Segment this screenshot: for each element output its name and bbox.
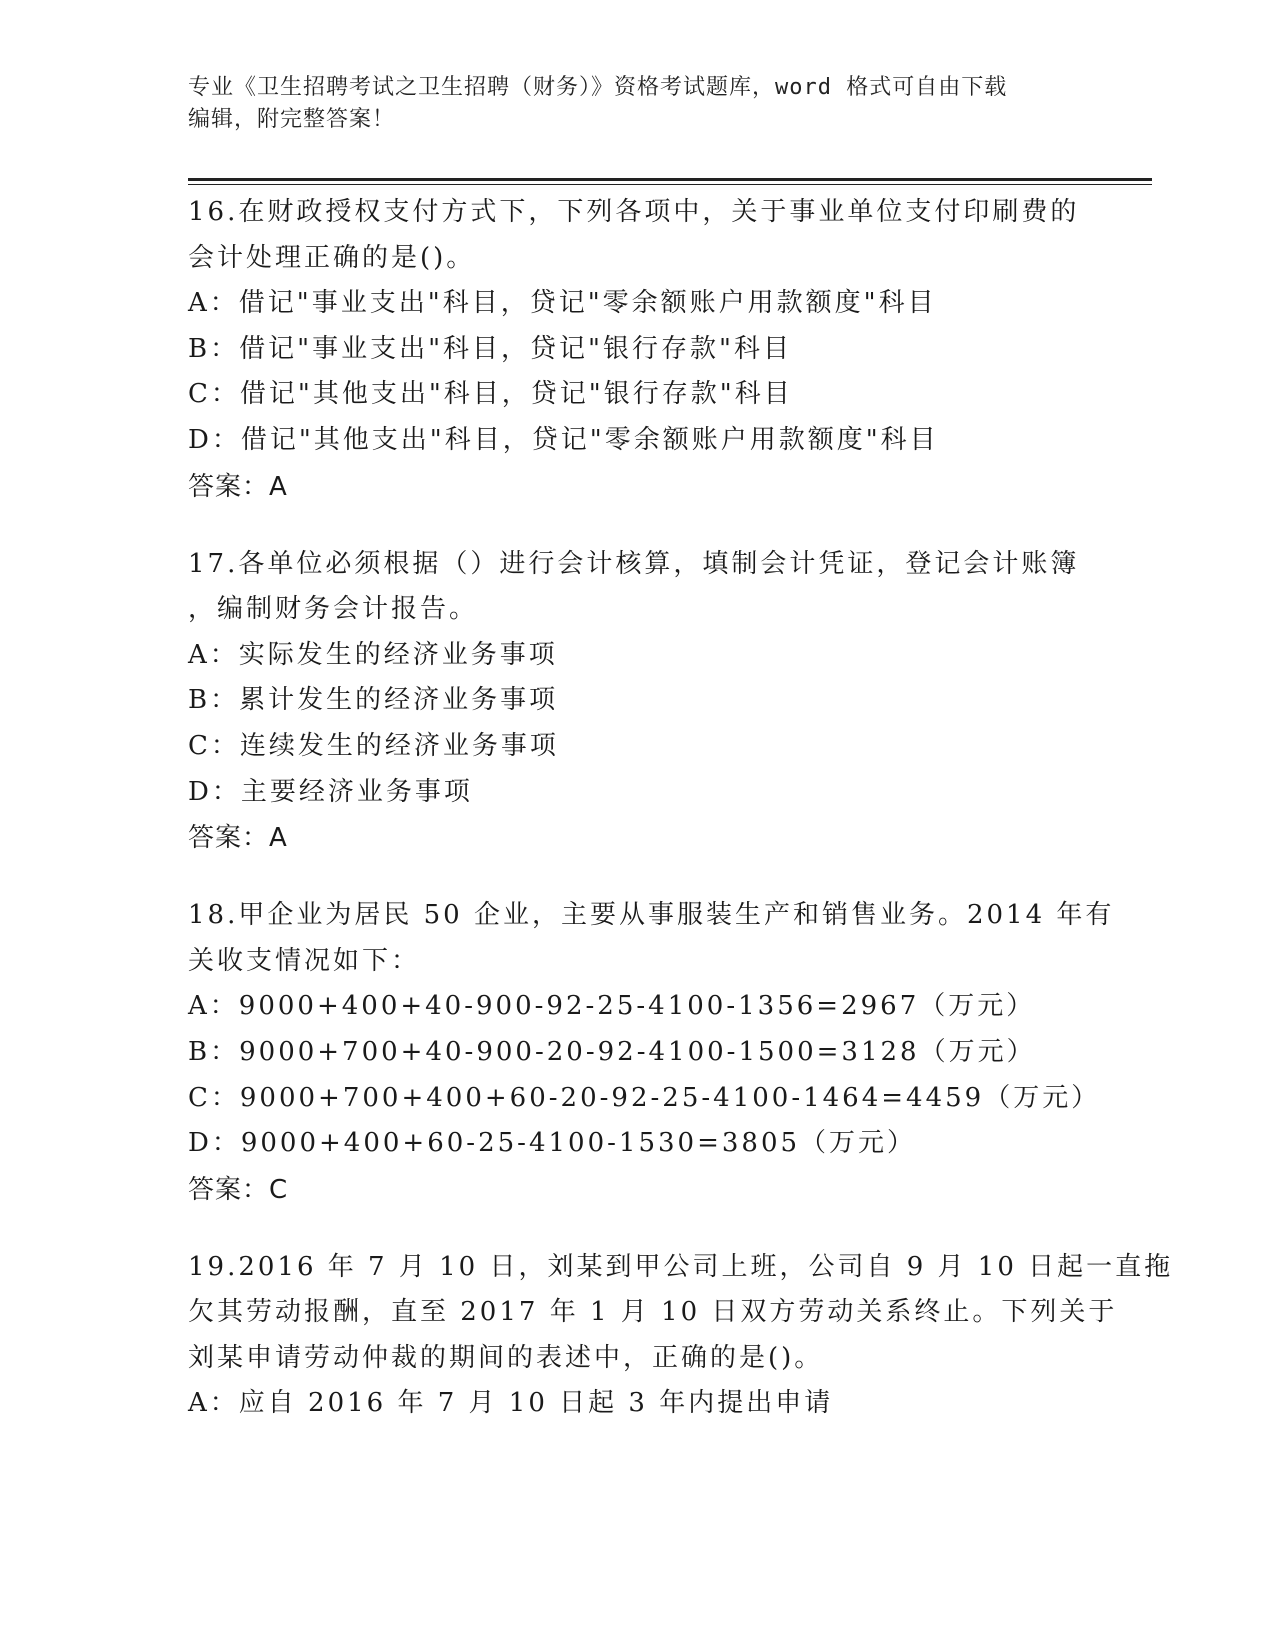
question-stem: 19.2016 年 7 月 10 日，刘某到甲公司上班，公司自 9 月 10 日起一直拖 (188, 1251, 1174, 1282)
option-c: C：9000+700+400+60-20-92-25-4100-1464=4459（万元） (188, 1082, 1101, 1113)
question-16 (188, 190, 1088, 510)
answer-line: 答案：C (188, 1174, 289, 1205)
option-a: A：实际发生的经济业务事项 (188, 639, 558, 670)
option-c: C：连续发生的经济业务事项 (188, 730, 559, 761)
option-b: B：累计发生的经济业务事项 (188, 685, 559, 716)
question-stem: 刘某申请劳动仲裁的期间的表述中，正确的是()。 (188, 1342, 824, 1373)
document-header (188, 72, 1088, 136)
question-17 (188, 542, 1088, 862)
option-d: D：主要经济业务事项 (188, 776, 473, 807)
question-list (188, 190, 1174, 1459)
question-stem: 18.甲企业为居民 50 企业，主要从事服装生产和销售业务。2014 年有 (188, 900, 1115, 931)
option-a: A：9000+400+40-900-92-25-4100-1356=2967（万元） (188, 991, 1036, 1022)
option-d: D：9000+400+60-25-4100-1530=3805（万元） (188, 1128, 917, 1159)
option-b: B：借记"事业支出"科目，贷记"银行存款"科目 (188, 333, 792, 364)
option-b: B：9000+700+40-900-20-92-4100-1500=3128（万元） (188, 1036, 1036, 1067)
header-line-2: 编辑，附完整答案！ (188, 107, 396, 132)
question-19 (188, 1245, 1174, 1427)
question-stem: ，编制财务会计报告。 (188, 594, 479, 625)
header-divider (188, 178, 1152, 181)
option-d: D：借记"其他支出"科目，贷记"零余额账户用款额度"科目 (188, 424, 939, 455)
answer-line: 答案：A (188, 471, 288, 502)
question-stem: 16.在财政授权支付方式下，下列各项中，关于事业单位支付印刷费的 (188, 197, 1080, 227)
answer-line: 答案：A (188, 823, 288, 854)
question-stem: 欠其劳动报酬，直至 2017 年 1 月 10 日双方劳动关系终止。下列关于 (188, 1297, 1118, 1328)
header-divider-thin (188, 184, 1152, 185)
option-a: A：借记"事业支出"科目，贷记"零余额账户用款额度"科目 (188, 288, 937, 319)
question-stem: 17.各单位必须根据（）进行会计核算，填制会计凭证，登记会计账簿 (188, 548, 1080, 579)
question-stem: 关收支情况如下： (188, 945, 421, 976)
option-c: C：借记"其他支出"科目，贷记"银行存款"科目 (188, 379, 793, 410)
option-a: A：应自 2016 年 7 月 10 日起 3 年内提出申请 (188, 1388, 834, 1419)
question-18 (188, 893, 1115, 1213)
header-line-1: 专业《卫生招聘考试之卫生招聘（财务）》资格考试题库，word 格式可自由下载 (188, 75, 1008, 100)
question-stem: 会计处理正确的是()。 (188, 242, 476, 273)
